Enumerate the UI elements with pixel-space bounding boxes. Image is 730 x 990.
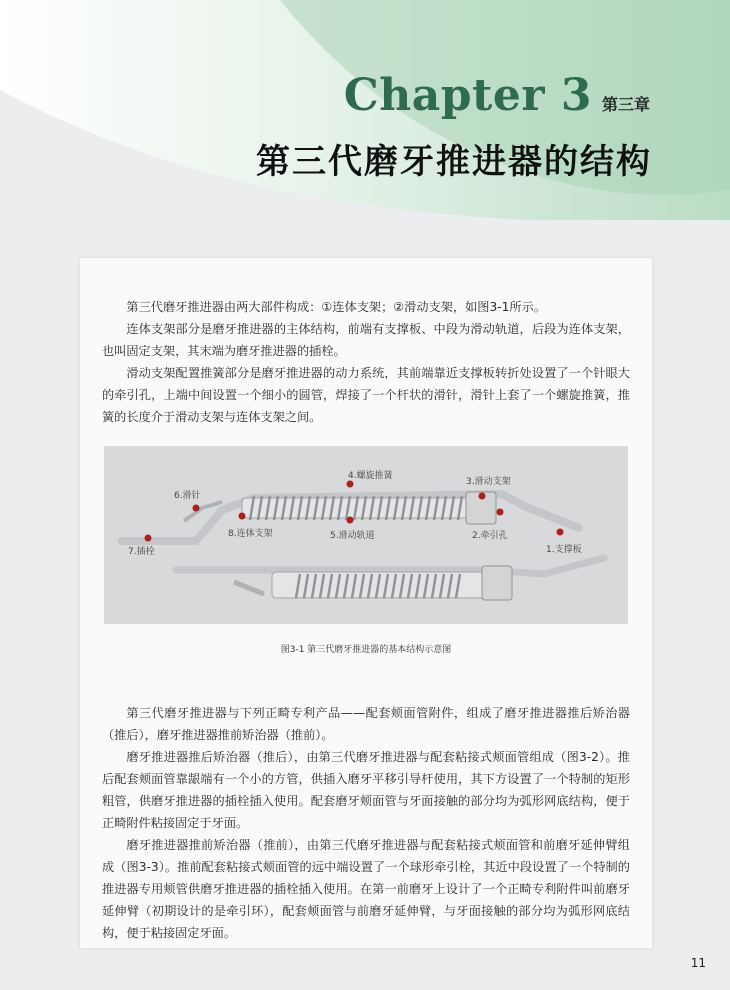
label-5: 5.滑动轨道 [330, 531, 375, 541]
marker-dot [347, 517, 354, 524]
marker-dot [239, 513, 246, 520]
page-title: 第三代磨牙推进器的结构 [256, 142, 652, 182]
paragraph: 第三代磨牙推进器与下列正畸专利产品——配套颊面管附件，组成了磨牙推进器推后矫治器（推后），磨牙推进器推前矫治器（推前）。 [102, 706, 630, 742]
label-1: 1.支撑板 [546, 545, 582, 555]
marker-dot [347, 481, 354, 488]
figure-image [104, 446, 628, 624]
paragraph: 磨牙推进器推前矫治器（推前），由第三代磨牙推进器与配套粘接式颊面管和前磨牙延伸臂组成（图3-3）。推前配套粘接式颊面管的远中端设置了一个球形牵引栓，其近中段设置了一个特制的推进器专用颊管供磨牙推进器的插栓插入使用。在第一前磨牙上设计了一个正畸专利附件叫前磨牙延伸臂（初期设计的是牵引环），配套颊面管与前磨牙延伸臂，与牙面接触的部分均为弧形网底结构，便于粘接固定牙面。 [102, 838, 630, 940]
figure-caption: 图3-1 第三代磨牙推进器的基本结构示意图 [280, 645, 452, 655]
paragraph: 连体支架部分是磨牙推进器的主体结构，前端有支撑板、中段为滑动轨道，后段为连体支架，也叫固定支架，其末端为磨牙推进器的插栓。 [102, 322, 630, 358]
chapter-number: Chapter 3 [343, 70, 592, 121]
page-number: 11 [690, 956, 706, 970]
marker-dot [145, 535, 152, 542]
paragraph: 滑动支架配置推簧部分是磨牙推进器的动力系统，其前端靠近支撑板转折处设置了一个针眼大的牵引孔，上端中间设置一个细小的圆管，焊接了一个杆状的滑针，滑针上套了一个螺旋推簧，推簧的长度介于滑动支架与连体支架之间。 [102, 366, 630, 424]
paragraph: 第三代磨牙推进器由两大部件构成：①连体支架；②滑动支架，如图3-1所示。 [126, 300, 546, 314]
label-4: 4.螺旋推簧 [348, 471, 393, 481]
label-3: 3.滑动支架 [466, 477, 511, 487]
chapter-heading [344, 70, 650, 121]
label-8: 8.连体支架 [228, 529, 273, 539]
marker-dot [557, 529, 564, 536]
chapter-subtitle: 第三章 [601, 95, 650, 114]
marker-dot [193, 505, 200, 512]
marker-dot [497, 509, 504, 516]
label-6: 6.滑针 [174, 491, 201, 501]
marker-dot [479, 493, 486, 500]
label-2: 2.牵引孔 [472, 531, 508, 541]
device-illustration [104, 446, 628, 624]
content-panel [80, 258, 652, 948]
label-7: 7.插栓 [128, 547, 155, 557]
paragraph: 磨牙推进器推后矫治器（推后），由第三代磨牙推进器与配套粘接式颊面管组成（图3-2）。推后配套颊面管靠龈端有一个小的方管，供插入磨牙平移引导杆使用，其下方设置了一个特制的矩形粗管，供磨牙推进器的插栓插入使用。配套磨牙颊面管与牙面接触的部分均为弧形网底结构，便于正畸附件粘接固定于牙面。 [102, 750, 630, 830]
